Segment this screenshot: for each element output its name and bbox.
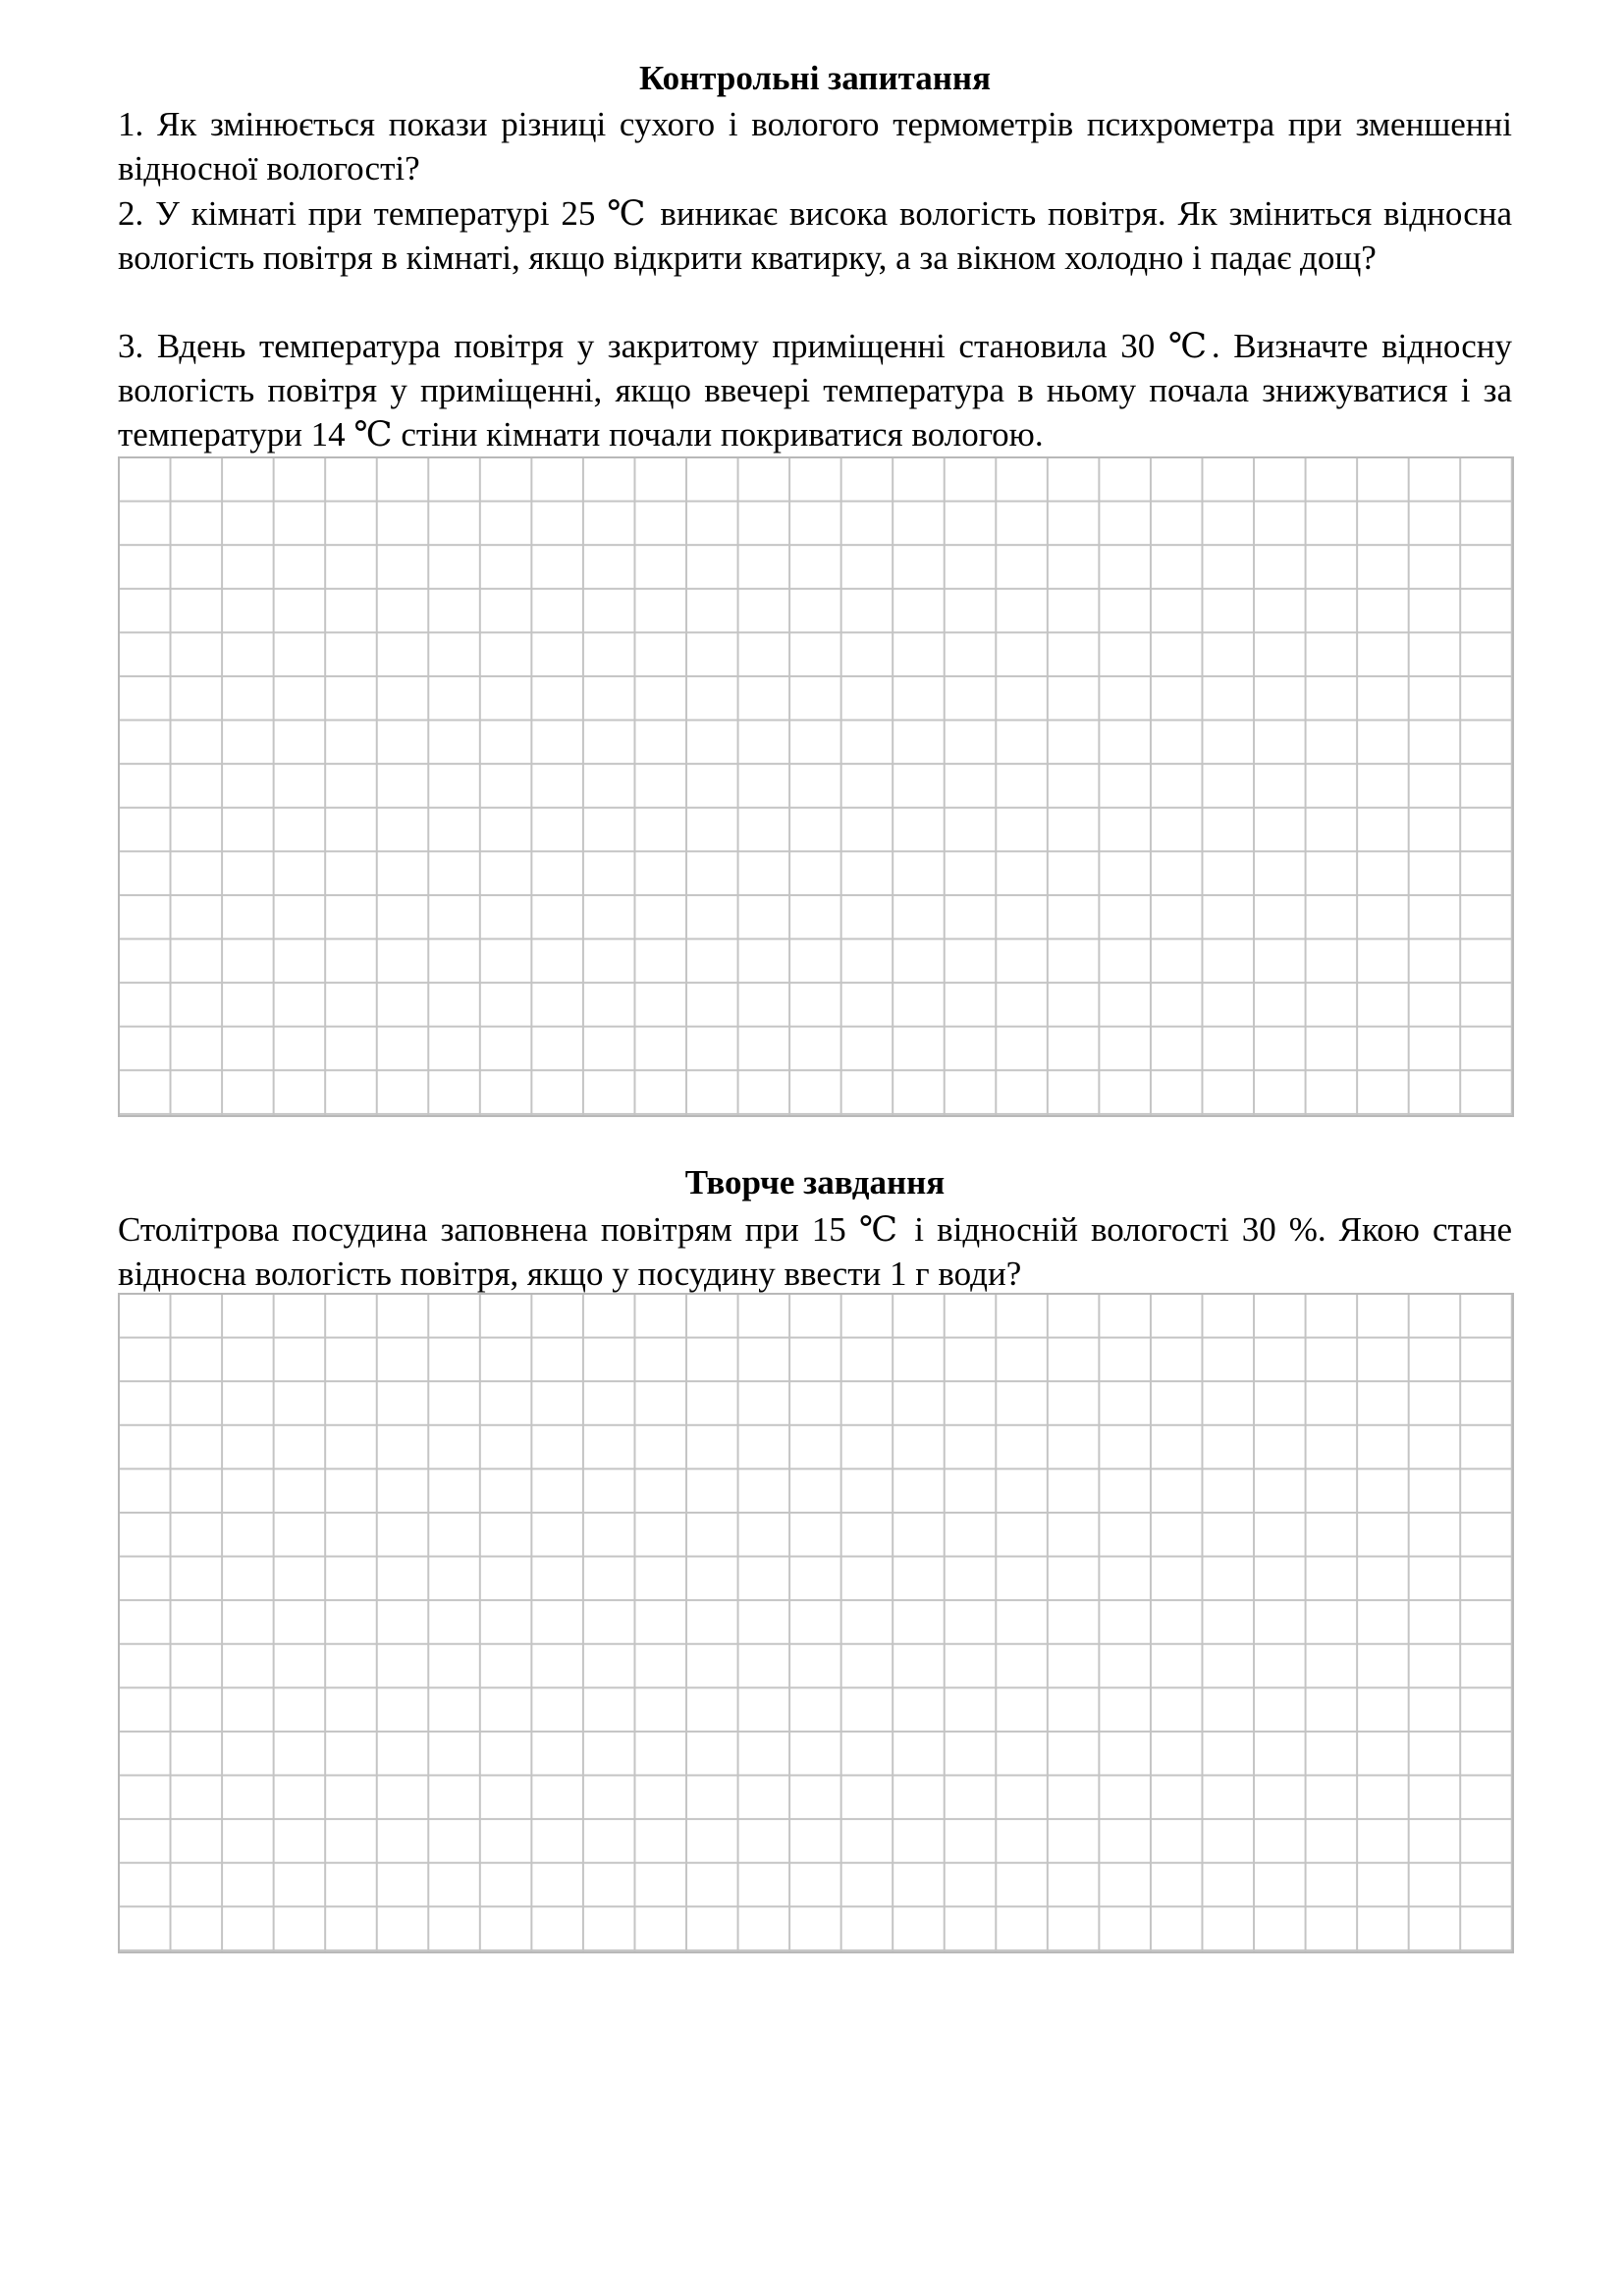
- creative-task-text: Столітрова посудина заповнена повітрям при 15 ℃ і відносній вологості 30 %. Якою стане відносна вологість повітря, якщо у посудину ввести 1 г води?: [118, 1210, 1512, 1293]
- control-questions-title: Контрольні запитання: [638, 59, 992, 97]
- question-1: 1. Як змінюється покази різниці сухого і вологого термометрів психрометра при зменшенні відносної вологості?: [118, 105, 1512, 187]
- answer-grid-control-questions[interactable]: [118, 456, 1514, 1117]
- answer-grid-creative-task[interactable]: [118, 1293, 1514, 1953]
- creative-task-title: Творче завдання: [684, 1163, 946, 1201]
- question-3: 3. Вдень температура повітря у закритому приміщенні становила 30 ℃. Визначте відносну вологість повітря у приміщенні, якщо ввечері температура в ньому почала знижуватися і за температури 14 ℃ стіни кімнати почали покриватися вологою.: [118, 327, 1512, 454]
- question-2: 2. У кімнаті при температурі 25 ℃ виникає висока вологість повітря. Як зміниться відносна вологість повітря в кімнаті, якщо відкрити кватирку, а за вікном холодно і падає дощ?: [118, 194, 1512, 277]
